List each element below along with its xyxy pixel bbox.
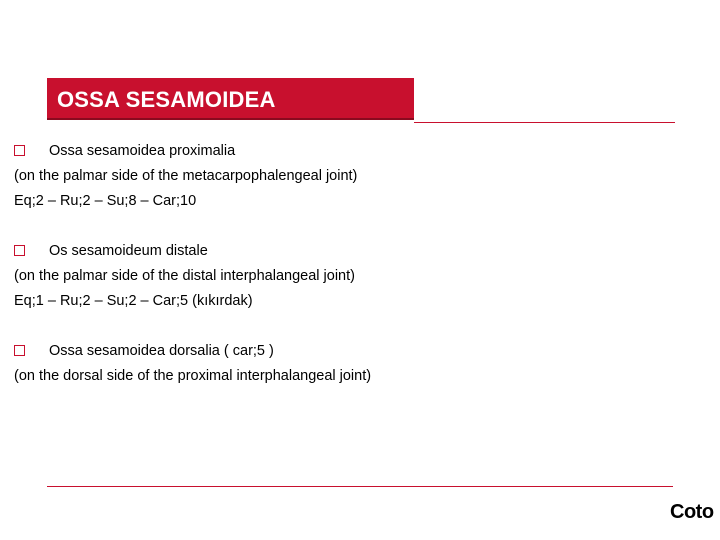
square-bullet-icon	[14, 145, 25, 156]
section-2-line-2: Eq;1 – Ru;2 – Su;2 – Car;5 (kıkırdak)	[14, 293, 253, 309]
section-1-heading: Ossa sesamoidea proximalia	[49, 143, 236, 159]
section-2-heading: Os sesamoideum distale	[49, 243, 208, 259]
section-1-heading-row	[14, 142, 235, 160]
section-1-line-2: Eq;2 – Ru;2 – Su;8 – Car;10	[14, 193, 197, 209]
section-3-heading: Ossa sesamoidea dorsalia ( car;5 )	[49, 343, 274, 359]
slide-title: OSSA SESAMOIDEA	[57, 87, 276, 112]
brand-logo: Coto	[670, 501, 714, 523]
section-2-line-1: (on the palmar side of the distal interphalangeal joint)	[14, 268, 355, 284]
section-1-line-1: (on the palmar side of the metacarpophalengeal joint)	[14, 168, 358, 184]
title-divider	[414, 122, 675, 123]
section-2-heading-row	[14, 242, 208, 260]
square-bullet-icon	[14, 345, 25, 356]
title-banner	[47, 78, 414, 120]
section-3-line-1: (on the dorsal side of the proximal interphalangeal joint)	[14, 368, 372, 384]
footer-divider	[47, 486, 673, 487]
square-bullet-icon	[14, 245, 25, 256]
section-3-heading-row	[14, 342, 274, 360]
